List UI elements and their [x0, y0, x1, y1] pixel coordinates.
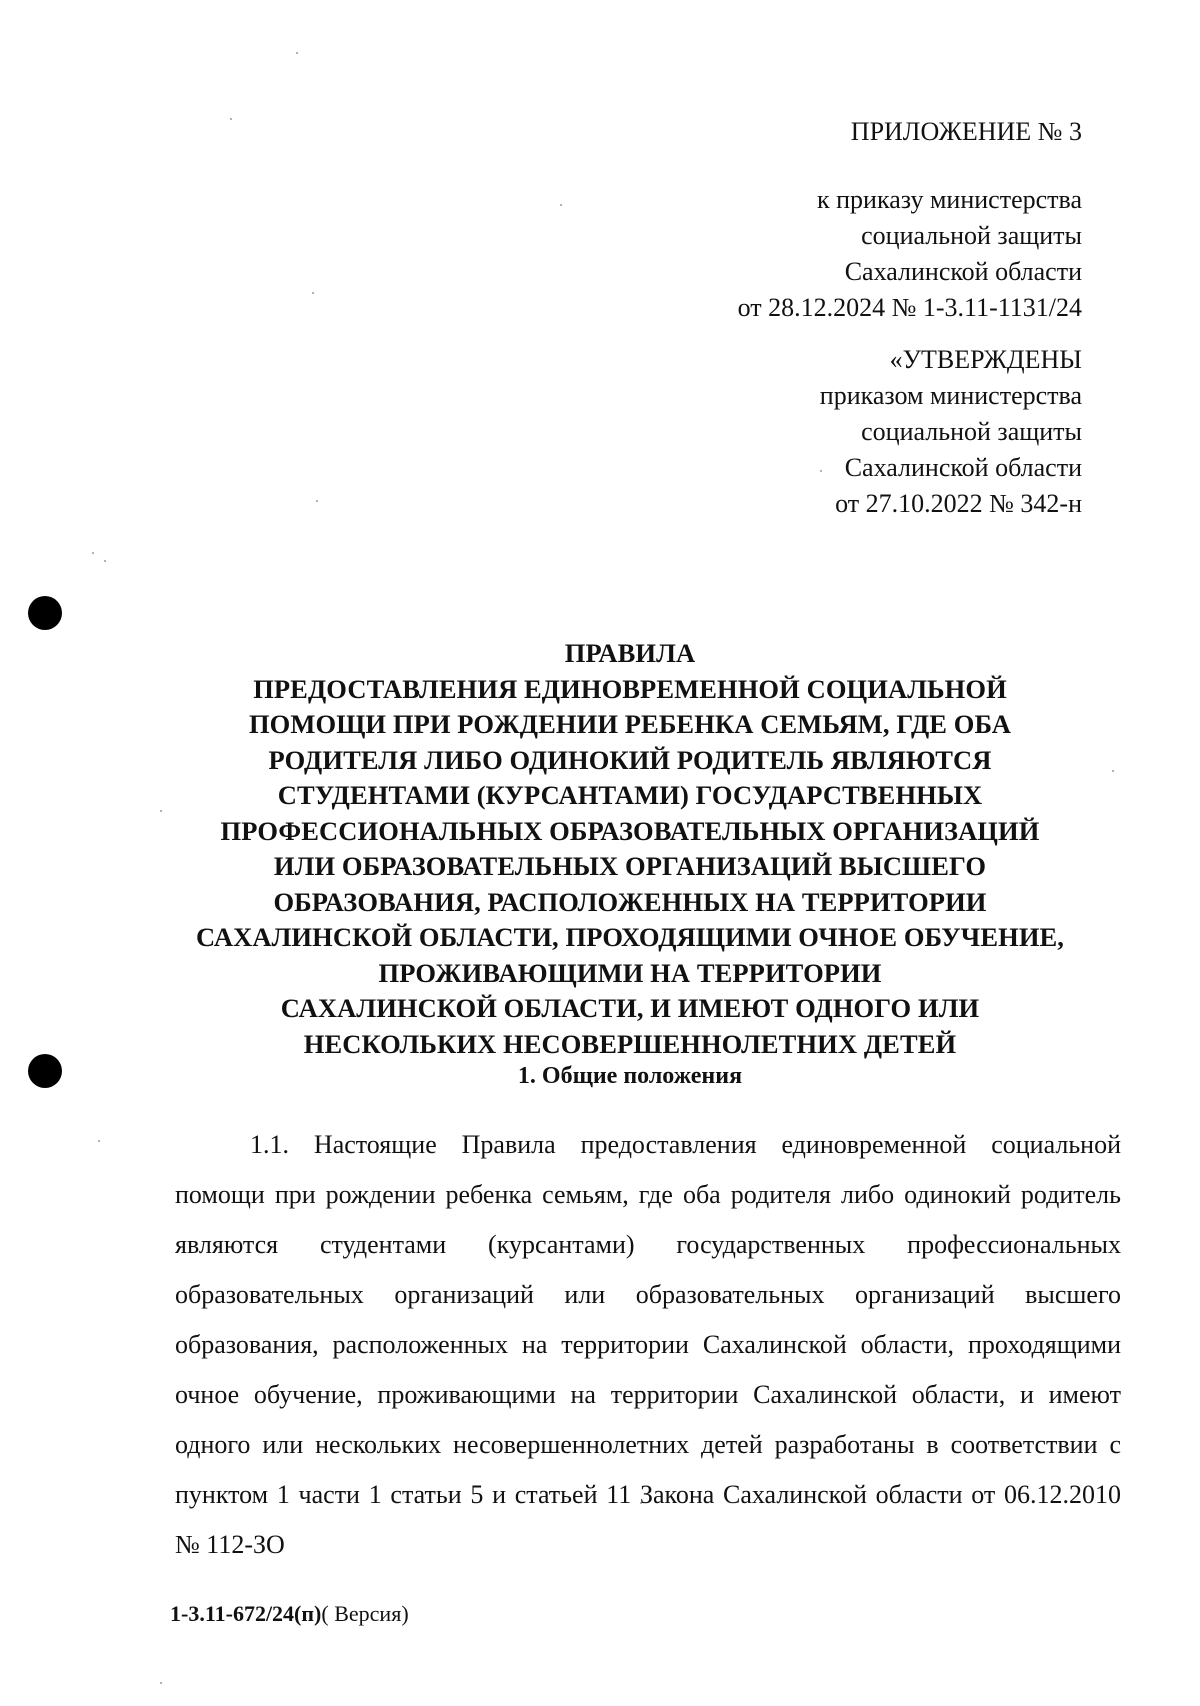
approved-line: Сахалинской области: [844, 453, 1082, 482]
order-reference: [738, 182, 1082, 326]
scan-speck: [104, 560, 106, 562]
paragraph-1-1: 1.1. Настоящие Правила предоставления единовременной социальной помощи при рождении ребенка семьям, где оба родителя либо одинокий родитель являются студентами (курсантами) государственных профессиональных образовательных организаций или образовательных организаций высшего образования, расположенных на территории Сахалинской области, проходящими очное обучение, проживающими на территории Сахалинской области, и имеют одного или нескольких несовершеннолетних детей разработаны в соответствии с пунктом 1 части 1 статьи 5 и статьей 11 Закона Сахалинской области от 06.12.2010 № 112-ЗО: [175, 1130, 1121, 1559]
version-label: ( Версия): [321, 1601, 409, 1626]
approved-line: социальной защиты: [861, 417, 1082, 446]
title-line: НЕСКОЛЬКИХ НЕСОВЕРШЕННОЛЕТНИХ ДЕТЕЙ: [303, 1028, 957, 1059]
title-line: РОДИТЕЛЯ ЛИБО ОДИНОКИЙ РОДИТЕЛЬ ЯВЛЯЮТСЯ: [268, 744, 992, 775]
title-line: СТУДЕНТАМИ (КУРСАНТАМИ) ГОСУДАРСТВЕННЫХ: [277, 780, 983, 810]
scan-speck: [560, 204, 562, 206]
approved-line: «УТВЕРЖДЕНЫ: [889, 345, 1082, 374]
order-ref-line: к приказу министерства: [817, 185, 1082, 214]
title-line: ПРОЖИВАЮЩИМИ НА ТЕРРИТОРИИ: [378, 957, 882, 988]
order-ref-line: Сахалинской области: [844, 257, 1082, 286]
approval-stamp-text: [820, 342, 1082, 522]
title-line: САХАЛИНСКОЙ ОБЛАСТИ, ПРОХОДЯЩИМИ ОЧНОЕ ОБУЧЕНИЕ,: [195, 922, 1065, 952]
document-title: [130, 636, 1130, 1062]
title-line: ОБРАЗОВАНИЯ, РАСПОЛОЖЕННЫХ НА ТЕРРИТОРИИ: [273, 886, 987, 917]
scan-speck: [92, 552, 94, 554]
appendix-title: [851, 114, 1082, 150]
title-line: ПРЕДОСТАВЛЕНИЯ ЕДИНОВРЕМЕННОЙ СОЦИАЛЬНОЙ: [253, 673, 1007, 704]
title-line: ИЛИ ОБРАЗОВАТЕЛЬНЫХ ОРГАНИЗАЦИЙ ВЫСШЕГО: [273, 851, 987, 881]
title-line: ПРАВИЛА: [564, 638, 696, 668]
title-line: ПРОФЕССИОНАЛЬНЫХ ОБРАЗОВАТЕЛЬНЫХ ОРГАНИЗАЦИЙ: [220, 815, 1040, 846]
document-code: 1-3.11-672/24(п): [170, 1601, 322, 1626]
scan-speck: [296, 52, 298, 54]
scan-speck: [160, 1682, 162, 1684]
scan-speck: [98, 1140, 100, 1142]
footer-document-code: [170, 1600, 409, 1628]
order-ref-line: от 28.12.2024 № 1-3.11-1131/24: [737, 293, 1082, 322]
scan-speck: [312, 292, 314, 294]
section-heading: 1. Общие положения: [517, 1063, 743, 1089]
scan-speck: [230, 118, 232, 120]
punch-hole-mark: [28, 1054, 62, 1088]
title-line: САХАЛИНСКОЙ ОБЛАСТИ, И ИМЕЮТ ОДНОГО ИЛИ: [280, 993, 980, 1023]
approved-line: приказом министерства: [819, 381, 1082, 410]
title-line: ПОМОЩИ ПРИ РОЖДЕНИИ РЕБЕНКА СЕМЬЯМ, ГДЕ ОБА: [248, 709, 1012, 739]
appendix-label: ПРИЛОЖЕНИЕ № 3: [850, 117, 1082, 146]
punch-hole-mark: [28, 596, 62, 630]
order-ref-line: социальной защиты: [861, 221, 1082, 250]
approved-line: от 27.10.2022 № 342-н: [835, 489, 1082, 518]
scan-speck: [316, 500, 318, 502]
